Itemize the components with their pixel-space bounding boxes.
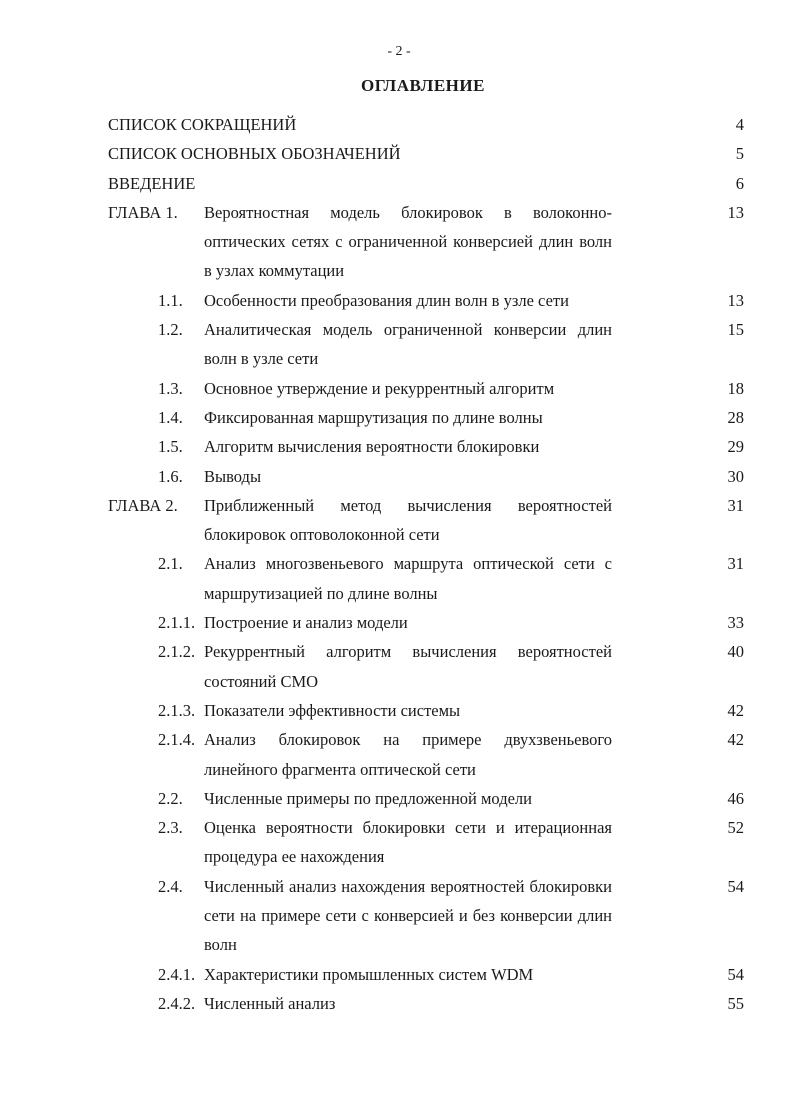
toc-entry-title: Анализ блокировок на примере двухзвеньевого линейного фрагмента оптической сети (204, 730, 612, 779)
toc-entry-page: 5 (735, 144, 744, 164)
toc-entry-title: ВВЕДЕНИЕ (108, 173, 196, 193)
toc-entry (0, 169, 798, 198)
toc-entry-page: 42 (727, 730, 744, 750)
toc-entry-number: 1.5. (158, 437, 183, 457)
toc-entry-number: 1.6. (158, 466, 183, 486)
toc-entry (0, 286, 798, 315)
toc-entry-title: Численный анализ (204, 993, 336, 1013)
toc-entry-page: 29 (727, 437, 744, 457)
toc-entry (0, 696, 798, 725)
toc-entry-page: 28 (727, 407, 744, 427)
toc-entry-title: Вероятностная модель блокировок в волоконно-оптических сетях с ограниченной конверсией длин волн в узлах коммутации (204, 202, 612, 281)
toc-entry-number: 2.1. (158, 554, 183, 574)
toc-entry-title: Численные примеры по предложенной модели (204, 788, 532, 808)
toc-entry-page: 54 (727, 964, 744, 984)
toc-entry-title: Фиксированная маршрутизация по длине волны (204, 407, 543, 427)
toc-entry-number: 2.4. (158, 876, 183, 896)
toc-entry-title: Показатели эффективности системы (204, 700, 461, 720)
toc-entry-page: 31 (727, 554, 744, 574)
toc-entry (0, 110, 798, 139)
toc-entry (0, 432, 798, 461)
toc-entry-page: 46 (727, 788, 744, 808)
toc-entry-page: 54 (727, 876, 744, 896)
toc-entry (0, 872, 798, 960)
toc-entry-title: Особенности преобразования длин волн в узле сети (204, 290, 569, 310)
toc-entry-page: 40 (727, 642, 744, 662)
toc-entry-number: 2.1.4. (158, 730, 196, 750)
toc-entry-number: 2.2. (158, 788, 183, 808)
toc-entry (0, 139, 798, 168)
toc-entry-title: Приближенный метод вычисления вероятностей блокировок оптоволоконной сети (204, 495, 612, 545)
toc-entry-title: СПИСОК ОСНОВНЫХ ОБОЗНАЧЕНИЙ (108, 144, 401, 164)
toc-entry-page: 6 (735, 173, 744, 193)
toc-entry (0, 491, 798, 550)
toc-entry-page: 15 (727, 320, 744, 340)
toc-entry-page: 13 (727, 202, 744, 222)
toc-entry (0, 198, 798, 286)
toc-entry-number: 1.4. (158, 407, 183, 427)
toc-entry-number: 1.1. (158, 290, 183, 310)
toc-entry (0, 784, 798, 813)
toc-entry-title: Построение и анализ модели (204, 613, 408, 633)
toc-entry-title: Выводы (204, 466, 262, 486)
toc-entry-number: ГЛАВА 2. (108, 495, 178, 515)
toc-entry-number: 1.3. (158, 378, 183, 398)
toc-entry-title: Рекуррентный алгоритм вычисления вероятностей состояний СМО (204, 642, 612, 691)
toc-entry-title: Алгоритм вычисления вероятности блокировки (204, 437, 540, 457)
toc-entry-page: 42 (727, 700, 744, 720)
toc-entry-title: Аналитическая модель ограниченной конверсии длин волн в узле сети (204, 320, 612, 369)
toc-entry-page: 13 (727, 290, 744, 310)
toc-entry (0, 637, 798, 696)
toc-entry-number: 2.1.3. (158, 700, 196, 720)
toc-entry-title: СПИСОК СОКРАЩЕНИЙ (108, 115, 297, 134)
page-title: ОГЛАВЛЕНИЕ (361, 76, 485, 95)
toc-entry-number: ГЛАВА 1. (108, 202, 178, 222)
toc-entry-number: 2.3. (158, 818, 183, 838)
toc-entry-number: 2.4.1. (158, 964, 196, 984)
toc-entry (0, 374, 798, 403)
toc-entry-page: 4 (735, 115, 744, 134)
toc-entry-page: 55 (727, 993, 744, 1013)
toc-entry-page: 30 (727, 466, 744, 486)
toc-entry (0, 989, 798, 1018)
toc-entry (0, 462, 798, 491)
toc-entry (0, 403, 798, 432)
toc-entry-number: 1.2. (158, 320, 183, 340)
toc-entry-title: Основное утверждение и рекуррентный алгоритм (204, 378, 555, 398)
toc-entry (0, 813, 798, 872)
toc-entry-page: 18 (727, 378, 744, 398)
toc-entry-title: Численный анализ нахождения вероятностей блокировки сети на примере сети с конверсией и без конверсии длин волн (204, 876, 612, 955)
toc-entry (0, 315, 798, 374)
toc-entry-title: Оценка вероятности блокировки сети и итерационная процедура ее нахождения (204, 818, 612, 867)
toc-entry-page: 52 (727, 818, 744, 838)
toc-entry-number: 2.1.2. (158, 642, 196, 662)
toc-entry (0, 549, 798, 608)
toc-entry-number: 2.1.1. (158, 613, 196, 633)
toc-entry (0, 608, 798, 637)
toc-entry-number: 2.4.2. (158, 993, 196, 1013)
toc-entry (0, 725, 798, 784)
toc-entry-page: 33 (727, 613, 744, 633)
toc-entry (0, 960, 798, 989)
page-number: - 2 - (387, 44, 411, 59)
toc-entry-title: Анализ многозвеньевого маршрута оптической сети с маршрутизацией по длине волны (204, 554, 612, 603)
toc-entry-title: Характеристики промышленных систем WDM (204, 964, 534, 984)
toc-entry-page: 31 (727, 495, 744, 515)
table-of-contents (0, 110, 798, 1018)
